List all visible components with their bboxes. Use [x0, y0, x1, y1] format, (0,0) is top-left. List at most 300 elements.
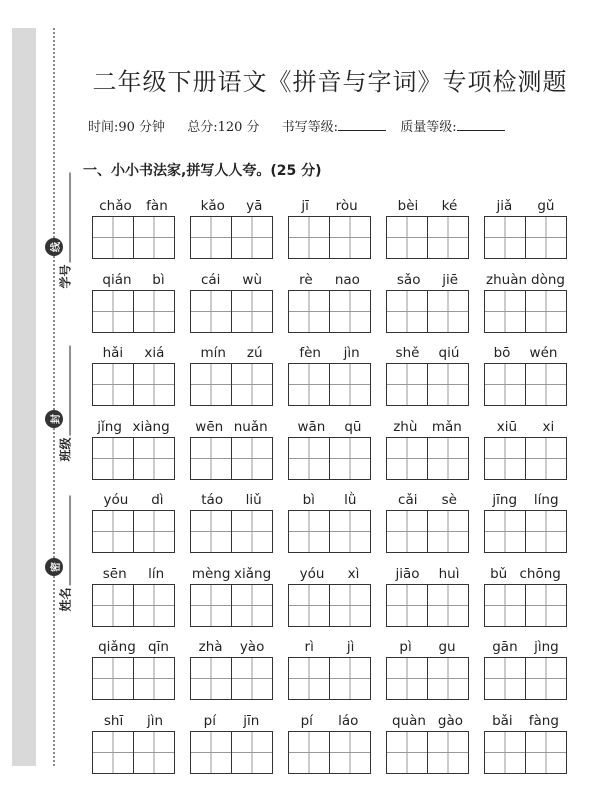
word-item: [288, 490, 371, 564]
word-item: [484, 490, 567, 564]
pinyin-syllable: qiú: [438, 345, 460, 361]
word-item: [190, 417, 273, 491]
pinyin-syllable: fàn: [146, 198, 168, 214]
pinyin-syllable: kǎo: [200, 198, 225, 214]
pinyin-label: [288, 196, 371, 216]
word-item: [190, 343, 273, 417]
word-item: [288, 637, 371, 711]
character-box[interactable]: [191, 732, 231, 773]
word-item: [386, 490, 469, 564]
class-field[interactable]: [57, 345, 74, 461]
character-box[interactable]: [525, 585, 566, 626]
pinyin-syllable: jīng: [492, 492, 518, 508]
character-box[interactable]: [525, 658, 566, 699]
pinyin-syllable: mín: [200, 345, 226, 361]
word-row: [92, 637, 567, 711]
character-box[interactable]: [427, 364, 468, 405]
page-title: 二年级下册语文《拼音与字词》专项检测题: [92, 68, 568, 96]
pinyin-label: [484, 490, 567, 510]
character-box[interactable]: [93, 585, 133, 626]
pinyin-syllable: líng: [533, 492, 559, 508]
pinyin-syllable: zú: [246, 345, 263, 361]
binding-margin-strip: [12, 28, 36, 766]
tianzige-boxes: [288, 657, 371, 700]
character-box[interactable]: [133, 658, 174, 699]
pinyin-syllable: huì: [438, 565, 460, 582]
tianzige-boxes: [92, 290, 175, 333]
pinyin-label: [386, 196, 469, 216]
tianzige-boxes: [484, 510, 567, 553]
character-box[interactable]: [387, 585, 427, 626]
character-box[interactable]: [525, 217, 566, 258]
pinyin-label: [484, 270, 567, 290]
character-box[interactable]: [231, 732, 272, 773]
tianzige-boxes: [386, 363, 469, 406]
tianzige-boxes: [190, 510, 273, 553]
pinyin-label: [484, 637, 567, 657]
tianzige-boxes: [484, 216, 567, 259]
pinyin-syllable: bǎi: [492, 712, 513, 729]
pinyin-label: [190, 490, 273, 510]
character-box[interactable]: [231, 585, 272, 626]
pinyin-label: [190, 637, 273, 657]
pinyin-syllable: pí: [203, 712, 216, 729]
word-item: [92, 417, 175, 491]
character-box[interactable]: [329, 585, 370, 626]
tianzige-boxes: [386, 216, 469, 259]
pinyin-syllable: cǎi: [398, 492, 418, 508]
exam-info: [88, 116, 505, 135]
tianzige-boxes: [484, 584, 567, 627]
pinyin-syllable: yào: [239, 639, 265, 655]
character-box[interactable]: [485, 585, 525, 626]
character-box[interactable]: [289, 585, 329, 626]
character-box[interactable]: [525, 511, 566, 552]
pinyin-syllable: gào: [437, 712, 463, 729]
pinyin-syllable: chōng: [519, 565, 561, 582]
pinyin-syllable: sēn: [102, 565, 127, 582]
pinyin-label: [386, 417, 469, 437]
pinyin-syllable: xi: [542, 418, 555, 435]
word-item: [484, 637, 567, 711]
time-limit: 时间:90 分钟: [88, 120, 166, 135]
pinyin-syllable: yā: [246, 198, 263, 214]
pinyin-syllable: qū: [344, 418, 362, 435]
word-item: [92, 637, 175, 711]
character-box[interactable]: [289, 732, 329, 773]
word-row: [92, 417, 567, 491]
tianzige-boxes: [190, 731, 273, 774]
character-box[interactable]: [191, 511, 231, 552]
word-item: [92, 564, 175, 638]
character-box[interactable]: [387, 658, 427, 699]
pinyin-label: [386, 564, 469, 584]
word-item: [386, 417, 469, 491]
character-box[interactable]: [485, 364, 525, 405]
pinyin-syllable: bèi: [397, 198, 419, 214]
character-box[interactable]: [387, 364, 427, 405]
character-box[interactable]: [133, 585, 174, 626]
pinyin-label: [288, 490, 371, 510]
pinyin-label: [386, 490, 469, 510]
character-box[interactable]: [93, 511, 133, 552]
seal-secret-mark: 密: [45, 558, 63, 576]
pinyin-label: [92, 270, 175, 290]
pinyin-label: [92, 711, 175, 731]
pinyin-syllable: wén: [529, 345, 558, 361]
pinyin-label: [92, 490, 175, 510]
word-item: [484, 270, 567, 344]
pinyin-label: [386, 637, 469, 657]
pinyin-label: [484, 711, 567, 731]
seal-line-mark: 线: [45, 238, 63, 256]
pinyin-syllable: shī: [103, 712, 124, 729]
pinyin-syllable: zhuàn: [486, 271, 528, 288]
pinyin-syllable: wān: [297, 418, 326, 435]
tianzige-boxes: [484, 290, 567, 333]
pinyin-syllable: sè: [441, 492, 457, 508]
pinyin-syllable: rì: [304, 639, 314, 655]
character-box[interactable]: [191, 291, 231, 332]
pinyin-label: [386, 711, 469, 731]
pinyin-syllable: ròu: [335, 198, 358, 214]
pinyin-syllable: shě: [395, 345, 420, 361]
character-box[interactable]: [387, 511, 427, 552]
word-item: [386, 196, 469, 270]
character-box[interactable]: [191, 438, 231, 479]
pinyin-syllable: mǎn: [431, 418, 462, 435]
pinyin-syllable: yóu: [299, 565, 325, 582]
character-box[interactable]: [525, 364, 566, 405]
character-box[interactable]: [93, 291, 133, 332]
pinyin-label: [92, 196, 175, 216]
word-item: [190, 564, 273, 638]
character-box[interactable]: [329, 438, 370, 479]
pinyin-syllable: ké: [441, 198, 458, 214]
word-item: [386, 564, 469, 638]
character-box[interactable]: [387, 291, 427, 332]
character-box[interactable]: [329, 217, 370, 258]
word-item: [190, 637, 273, 711]
pinyin-label: [288, 343, 371, 363]
word-item: [190, 196, 273, 270]
word-item: [288, 711, 371, 785]
character-box[interactable]: [133, 217, 174, 258]
character-box[interactable]: [427, 217, 468, 258]
character-box[interactable]: [329, 732, 370, 773]
tianzige-boxes: [386, 657, 469, 700]
character-box[interactable]: [231, 217, 272, 258]
tianzige-boxes: [386, 510, 469, 553]
character-box[interactable]: [387, 217, 427, 258]
pinyin-syllable: mèng: [191, 565, 231, 582]
pinyin-syllable: sǎo: [396, 271, 421, 288]
word-item: [288, 417, 371, 491]
pinyin-label: [288, 270, 371, 290]
character-box[interactable]: [289, 291, 329, 332]
pinyin-label: [190, 270, 273, 290]
character-box[interactable]: [387, 732, 427, 773]
word-row: [92, 490, 567, 564]
pinyin-syllable: táo: [201, 492, 224, 508]
character-box[interactable]: [133, 511, 174, 552]
pinyin-syllable: láo: [338, 712, 359, 729]
pinyin-syllable: yóu: [103, 492, 129, 508]
pinyin-label: [288, 417, 371, 437]
character-box[interactable]: [427, 658, 468, 699]
character-box[interactable]: [231, 438, 272, 479]
word-item: [386, 637, 469, 711]
word-item: [288, 564, 371, 638]
pinyin-label: [288, 711, 371, 731]
tianzige-boxes: [190, 584, 273, 627]
pinyin-syllable: bì: [302, 492, 315, 508]
word-item: [386, 711, 469, 785]
pinyin-syllable: zhù: [393, 418, 418, 435]
tianzige-boxes: [190, 363, 273, 406]
pinyin-label: [484, 417, 567, 437]
pinyin-syllable: jìng: [534, 639, 559, 655]
character-box[interactable]: [525, 732, 566, 773]
tianzige-boxes: [190, 216, 273, 259]
pinyin-label: [288, 637, 371, 657]
word-item: [190, 711, 273, 785]
word-item: [484, 196, 567, 270]
character-box[interactable]: [329, 658, 370, 699]
class-label: 班级: [58, 437, 73, 462]
tianzige-boxes: [386, 290, 469, 333]
pinyin-syllable: pí: [300, 712, 313, 729]
character-box[interactable]: [93, 364, 133, 405]
character-box[interactable]: [191, 364, 231, 405]
tianzige-boxes: [92, 363, 175, 406]
pinyin-label: [190, 711, 273, 731]
tianzige-boxes: [190, 657, 273, 700]
pinyin-syllable: bǔ: [490, 565, 508, 582]
word-item: [92, 270, 175, 344]
pinyin-syllable: qián: [102, 271, 132, 288]
word-item: [386, 343, 469, 417]
pinyin-syllable: gān: [492, 639, 518, 655]
pinyin-label: [288, 564, 371, 584]
name-label: 姓名: [58, 587, 73, 612]
character-box[interactable]: [289, 438, 329, 479]
character-box[interactable]: [191, 658, 231, 699]
word-item: [386, 270, 469, 344]
pinyin-syllable: lǜ: [344, 492, 357, 508]
character-box[interactable]: [231, 658, 272, 699]
character-box[interactable]: [289, 217, 329, 258]
tianzige-boxes: [484, 437, 567, 480]
pinyin-syllable: bì: [152, 271, 165, 288]
pinyin-writing-grid: [92, 196, 567, 784]
pinyin-syllable: wù: [242, 271, 263, 288]
character-box[interactable]: [485, 658, 525, 699]
pinyin-syllable: qīn: [148, 639, 169, 655]
tianzige-boxes: [92, 731, 175, 774]
character-box[interactable]: [289, 658, 329, 699]
pinyin-syllable: fèn: [299, 345, 321, 361]
pinyin-syllable: quàn: [391, 712, 426, 729]
character-box[interactable]: [427, 438, 468, 479]
character-box[interactable]: [133, 291, 174, 332]
character-box[interactable]: [427, 585, 468, 626]
student-id-label: 学号: [58, 264, 73, 289]
character-box[interactable]: [485, 732, 525, 773]
pinyin-syllable: jì: [346, 639, 355, 655]
character-box[interactable]: [191, 585, 231, 626]
pinyin-syllable: jiāo: [395, 565, 420, 582]
pinyin-syllable: xiū: [496, 418, 518, 435]
tianzige-boxes: [484, 731, 567, 774]
word-item: [92, 711, 175, 785]
character-box[interactable]: [329, 511, 370, 552]
character-box[interactable]: [231, 291, 272, 332]
seal-seal-mark: 封: [45, 410, 63, 428]
pinyin-syllable: dì: [151, 492, 164, 508]
character-box[interactable]: [133, 438, 174, 479]
character-box[interactable]: [231, 364, 272, 405]
character-box[interactable]: [485, 217, 525, 258]
pinyin-label: [484, 196, 567, 216]
pinyin-label: [190, 564, 273, 584]
character-box[interactable]: [93, 438, 133, 479]
pinyin-syllable: gu: [438, 639, 456, 655]
name-field[interactable]: [57, 495, 74, 611]
word-row: [92, 564, 567, 638]
word-row: [92, 711, 567, 785]
student-id-field[interactable]: [57, 172, 74, 288]
pinyin-label: [484, 564, 567, 584]
tianzige-boxes: [190, 290, 273, 333]
character-box[interactable]: [289, 511, 329, 552]
tianzige-boxes: [92, 437, 175, 480]
character-box[interactable]: [191, 217, 231, 258]
tianzige-boxes: [288, 363, 371, 406]
word-item: [92, 343, 175, 417]
pinyin-label: [92, 637, 175, 657]
pinyin-syllable: qiǎng: [98, 639, 136, 655]
character-box[interactable]: [93, 658, 133, 699]
pinyin-syllable: cái: [200, 271, 221, 288]
writing-grade-label: 书写等级:: [281, 120, 339, 135]
character-box[interactable]: [485, 291, 525, 332]
writing-grade-blank[interactable]: [338, 130, 386, 131]
pinyin-syllable: jìn: [343, 345, 360, 361]
character-box[interactable]: [93, 732, 133, 773]
pinyin-syllable: dòng: [531, 271, 565, 288]
word-row: [92, 196, 567, 270]
tianzige-boxes: [288, 437, 371, 480]
word-item: [288, 196, 371, 270]
tianzige-boxes: [288, 510, 371, 553]
tianzige-boxes: [288, 584, 371, 627]
pinyin-syllable: gǔ: [537, 198, 555, 214]
character-box[interactable]: [133, 732, 174, 773]
quality-grade-blank[interactable]: [457, 130, 505, 131]
pinyin-syllable: chǎo: [99, 198, 132, 214]
total-score: 总分:120 分: [187, 120, 260, 135]
tianzige-boxes: [288, 216, 371, 259]
character-box[interactable]: [93, 217, 133, 258]
character-box[interactable]: [387, 438, 427, 479]
character-box[interactable]: [329, 364, 370, 405]
pinyin-syllable: xiàng: [132, 418, 170, 435]
pinyin-label: [484, 343, 567, 363]
cut-line: [53, 28, 55, 766]
character-box[interactable]: [485, 438, 525, 479]
pinyin-syllable: jǐng: [97, 418, 122, 435]
character-box[interactable]: [427, 291, 468, 332]
pinyin-syllable: jīn: [243, 712, 260, 729]
word-row: [92, 343, 567, 417]
pinyin-label: [92, 343, 175, 363]
pinyin-syllable: xì: [347, 565, 360, 582]
tianzige-boxes: [484, 363, 567, 406]
word-item: [288, 343, 371, 417]
pinyin-label: [92, 564, 175, 584]
character-box[interactable]: [231, 511, 272, 552]
pinyin-label: [386, 343, 469, 363]
pinyin-syllable: nuǎn: [233, 418, 268, 435]
word-item: [484, 343, 567, 417]
character-box[interactable]: [525, 438, 566, 479]
tianzige-boxes: [288, 731, 371, 774]
word-item: [92, 196, 175, 270]
pinyin-syllable: jī: [301, 198, 309, 214]
pinyin-syllable: liǔ: [245, 492, 262, 508]
pinyin-syllable: fàng: [528, 712, 559, 729]
tianzige-boxes: [92, 584, 175, 627]
character-box[interactable]: [427, 732, 468, 773]
character-box[interactable]: [289, 364, 329, 405]
section-heading: 一、小小书法家,拼写人人夸。(25 分): [83, 163, 322, 179]
pinyin-syllable: xiǎng: [234, 565, 272, 582]
pinyin-syllable: hǎi: [102, 345, 124, 361]
character-box[interactable]: [427, 511, 468, 552]
pinyin-syllable: jiǎ: [496, 198, 513, 214]
pinyin-syllable: wēn: [195, 418, 224, 435]
pinyin-label: [386, 270, 469, 290]
tianzige-boxes: [92, 510, 175, 553]
character-box[interactable]: [329, 291, 370, 332]
pinyin-label: [190, 196, 273, 216]
pinyin-syllable: pì: [399, 639, 412, 655]
pinyin-label: [190, 417, 273, 437]
tianzige-boxes: [386, 437, 469, 480]
tianzige-boxes: [288, 290, 371, 333]
pinyin-syllable: zhà: [198, 639, 223, 655]
word-item: [190, 270, 273, 344]
pinyin-syllable: jiē: [442, 271, 459, 288]
pinyin-label: [190, 343, 273, 363]
tianzige-boxes: [386, 584, 469, 627]
tianzige-boxes: [92, 216, 175, 259]
pinyin-syllable: nao: [334, 271, 360, 288]
pinyin-syllable: lín: [148, 565, 165, 582]
word-item: [484, 417, 567, 491]
pinyin-label: [92, 417, 175, 437]
pinyin-syllable: xiá: [144, 345, 165, 361]
word-item: [484, 711, 567, 785]
pinyin-syllable: jìn: [147, 712, 164, 729]
word-item: [190, 490, 273, 564]
character-box[interactable]: [485, 511, 525, 552]
pinyin-syllable: bō: [493, 345, 511, 361]
character-box[interactable]: [525, 291, 566, 332]
character-box[interactable]: [133, 364, 174, 405]
tianzige-boxes: [92, 657, 175, 700]
